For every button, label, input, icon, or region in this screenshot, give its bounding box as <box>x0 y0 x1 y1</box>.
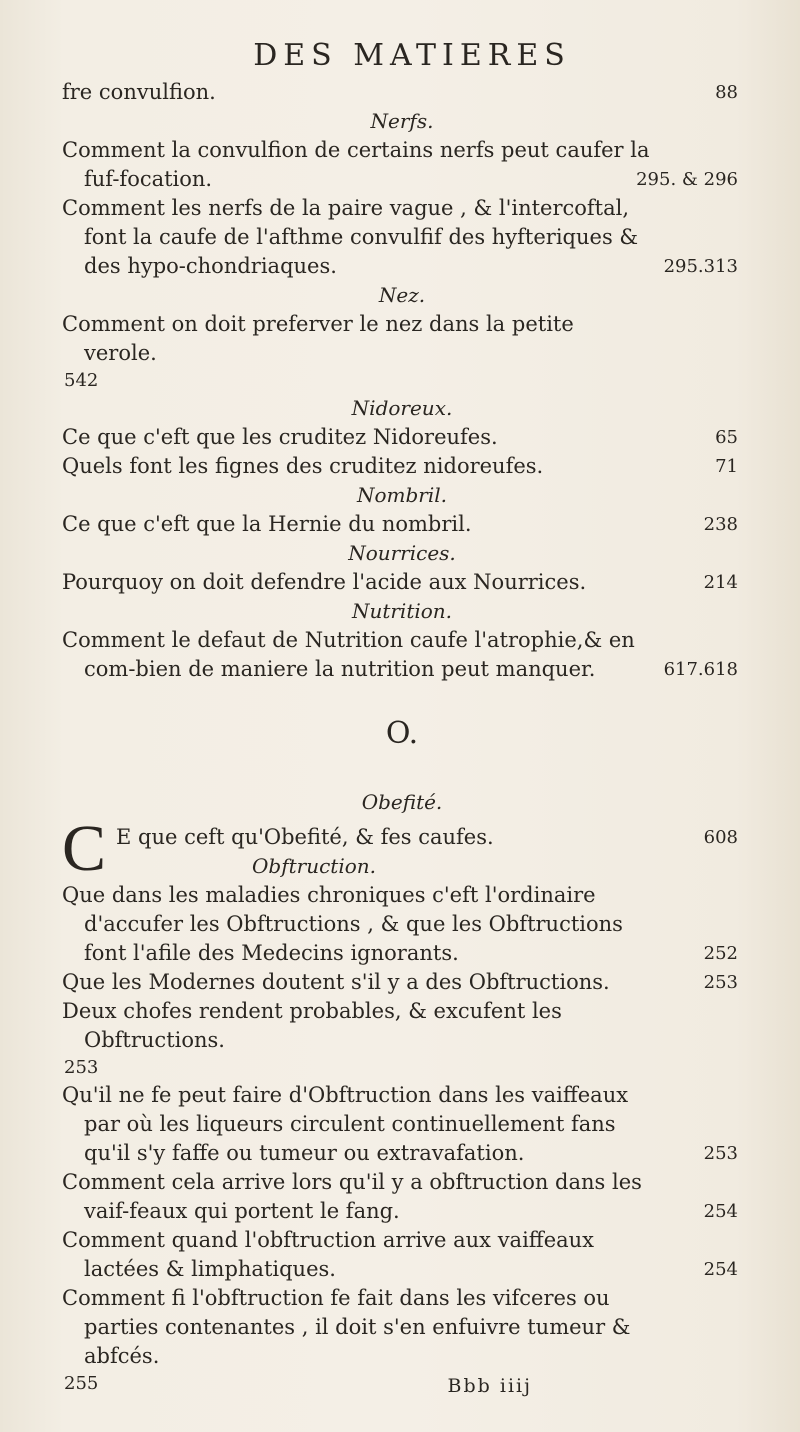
entry-text: Comment les nerfs de la paire vague , & l'intercoftal, font la caufe de l'afthme convulfif des hyfteriques & des hypo-chondriaques. <box>62 196 639 278</box>
index-entry <box>62 136 742 194</box>
index-entry <box>62 1284 742 1371</box>
entry-text: Pourquoy on doit defendre l'acide aux Nourrices. <box>62 570 587 594</box>
index-entry <box>62 194 742 281</box>
subject-heading: Obefité. <box>361 790 443 814</box>
subject-heading: Nutrition. <box>351 599 453 623</box>
signature-mark: Bbb iiij <box>447 1375 532 1397</box>
subject-heading: Nidoreux. <box>351 396 453 420</box>
entry-page-number: 295.313 <box>663 256 738 277</box>
running-head <box>82 36 742 76</box>
subject-heading: Nombril. <box>356 483 448 507</box>
entry-text: Qu'il ne fe peut faire d'Obftruction dans les vaiffeaux par où les liqueurs circulent continuellement fans qu'il s'y faffe ou tumeur ou extravafation. <box>62 1083 629 1165</box>
entry-text: Comment on doit preferver le nez dans la petite verole. <box>62 312 574 365</box>
entry-text: Que dans les maladies chroniques c'eft l'ordinaire d'accufer les Obftructions , & que les Obftructions font l'afile des Medecins ignorants. <box>62 883 623 965</box>
entry-text: Comment fi l'obftruction fe fait dans les vifceres ou parties contenantes , il doit s'en enfuivre tumeur & abfcés. <box>62 1286 631 1368</box>
entry-page-number: 253 <box>703 1143 738 1164</box>
entry-page-number: 254 <box>703 1259 738 1280</box>
entry-text: Ce que c'eft que la Hernie du nombril. <box>62 512 472 536</box>
entry-page-number: 65 <box>715 427 738 448</box>
entry-text: E que ceft qu'Obefité, & fes caufes. <box>116 825 494 849</box>
entry-text: Comment la convulfion de certains nerfs peut caufer la fuf-focation. <box>62 138 650 191</box>
index-entry <box>62 310 742 368</box>
subject-heading: Nez. <box>378 283 426 307</box>
index-entry <box>62 510 742 539</box>
index-entry <box>62 997 742 1055</box>
entry-page-number: 253 <box>64 1057 99 1078</box>
entry-text: Quels font les fignes des cruditez nidoreufes. <box>62 454 544 478</box>
entry-text: Deux chofes rendent probables, & excufent les Obftructions. <box>62 999 562 1052</box>
dropcap-entry <box>62 812 742 885</box>
entry-page-number: 238 <box>703 514 738 535</box>
index-entry <box>62 452 742 481</box>
running-head-title: DES MATIERES <box>253 38 571 73</box>
entry-page-number: 295. & 296 <box>636 169 738 190</box>
entry-text: Comment quand l'obftruction arrive aux vaiffeaux lactées & limphatiques. <box>62 1228 595 1281</box>
index-entry <box>62 1226 742 1284</box>
entry-page-number: 253 <box>703 972 738 993</box>
entry-page-number: 88 <box>715 82 738 103</box>
entry-text: Comment cela arrive lors qu'il y a obftruction dans les vaif-feaux qui portent le fang. <box>62 1170 642 1223</box>
index-entry <box>62 1081 742 1168</box>
index-entry <box>62 1168 742 1226</box>
entry-page-number: 608 <box>703 827 738 848</box>
entry-text: Comment le defaut de Nutrition caufe l'atrophie,& en com-bien de maniere la nutrition peut manquer. <box>62 628 635 681</box>
entry-page-number: 214 <box>703 572 738 593</box>
index-entry <box>62 423 742 452</box>
entry-text: Ce que c'eft que les cruditez Nidoreufes. <box>62 425 498 449</box>
index-content <box>62 36 742 1427</box>
entry-page-number: 71 <box>715 456 738 477</box>
subject-heading: Obftruction. <box>252 854 376 878</box>
entry-text: Que les Modernes doutent s'il y a des Obftructions. <box>62 970 610 994</box>
entry-page-number: 617.618 <box>663 659 738 680</box>
index-entry <box>62 881 742 968</box>
index-entry <box>62 968 742 997</box>
entry-page-number: 542 <box>64 370 99 391</box>
index-entry <box>116 823 742 852</box>
entry-page-number: 252 <box>703 943 738 964</box>
section-letter: O. <box>385 716 419 751</box>
entry-text: fre convulfion. <box>62 80 216 104</box>
subject-heading: Nourrices. <box>348 541 456 565</box>
subject-heading: Nerfs. <box>370 109 434 133</box>
drop-cap: C <box>62 812 107 885</box>
entry-page-number: 254 <box>703 1201 738 1222</box>
index-entry <box>62 568 742 597</box>
index-entry <box>62 78 742 107</box>
entry-page-number: 255 <box>64 1373 99 1394</box>
index-entry <box>62 626 742 684</box>
